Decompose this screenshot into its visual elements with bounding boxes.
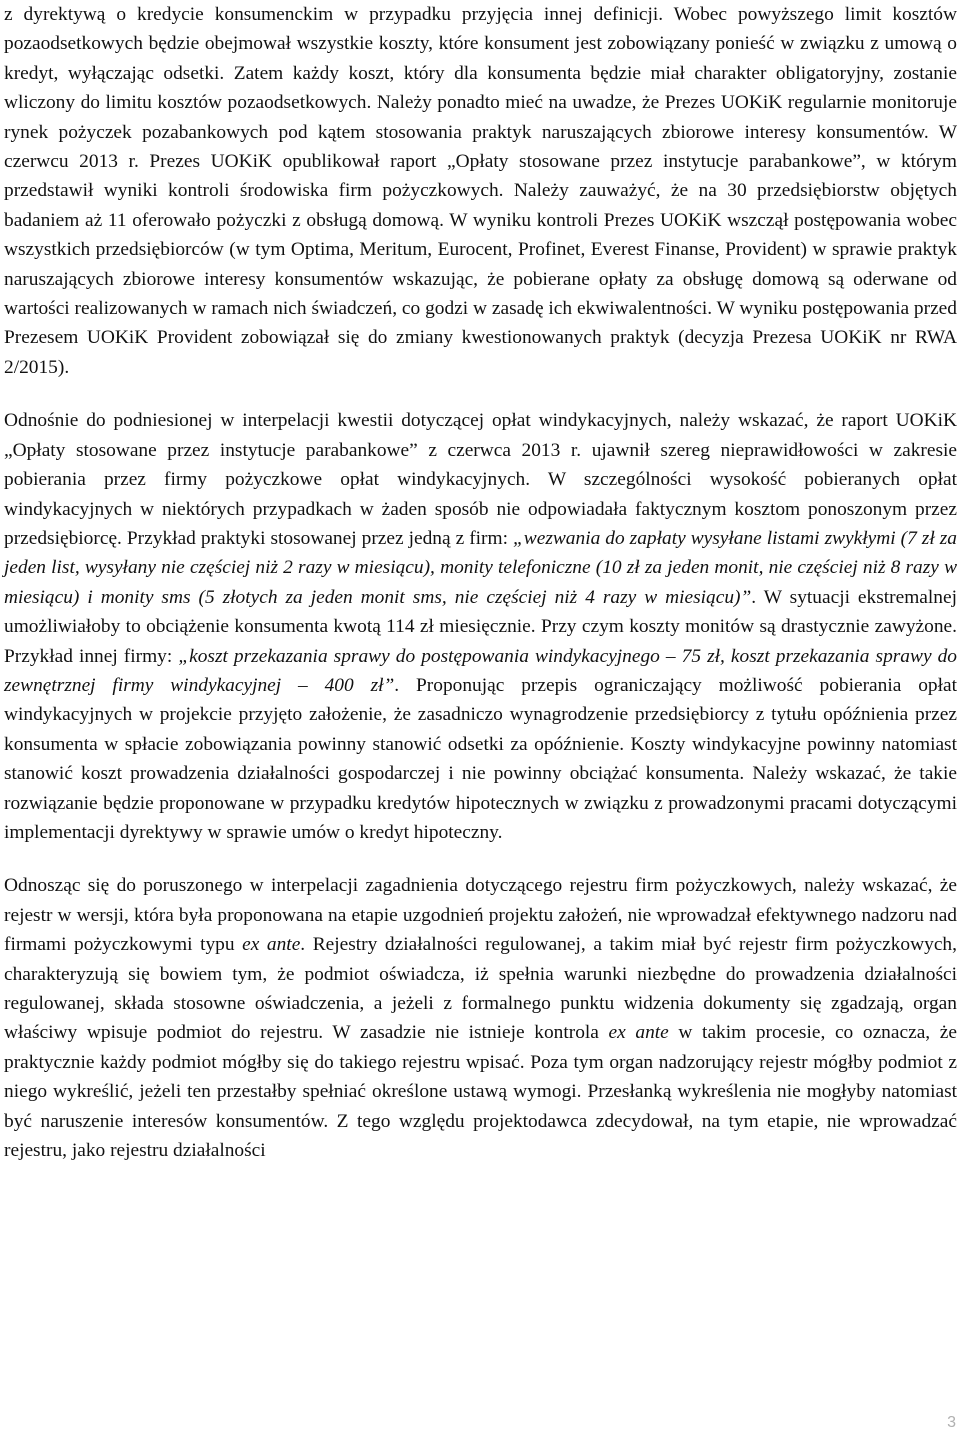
document-body [4,0,957,1165]
quoted-example-text: „wezwania do zapłaty wysyłane listami zwykłymi (7 zł za jeden list, wysyłany nie częściej niż 2 razy w miesiącu), monity telefoniczne (10 zł za jeden monit, nie częściej niż 8 razy w miesiącu) i monity sms (5 złotych za jeden monit sms, nie częściej niż 4 razy w miesiącu)” [4,527,957,608]
paragraph-collection-fees [4,406,957,847]
paragraph-text: . W sytuacji ekstremalnej umożliwiałoby to obciążenie konsumenta kwotą 114 zł miesięcznie. Przy czym koszty monitów są drastycznie zawyżone. Przykład innej firmy: [4,586,957,667]
paragraph-loan-firms-register [4,871,957,1165]
page-number: 3 [947,1414,956,1431]
paragraph-text: w takim procesie, co oznacza, że praktycznie każdy podmiot mógłby się do takiego rejestru wpisać. Poza tym organ nadzorujący rejestr mógłby podmiot z niego wykreślić, jeżeli ten przestałby spełniać określone ustawą wymogi. Przesłanką wykreślenia nie mogłyby natomiast być naruszenie interesów konsumentów. Z tego względu projektodawca zdecydował, na tym etapie, nie wprowadzać rejestru, jako rejestru działalności [4,1022,958,1162]
paragraph-text: Odnośnie do podniesionej w interpelacji kwestii dotyczącej opłat windykacyjnych, należy wskazać, że raport UOKiK „Opłaty stosowane przez instytucje parabankowe” z czerwca 2013 r. ujawnił szereg nieprawidłowości w zakresie pobierania przez firmy pożyczkowe opłat windykacyjnych. W szczególności wysokość pobieranych opłat windykacyjnych w niektórych przypadkach w żaden sposób nie odpowiadała faktycznym kosztom ponoszonym przez przedsiębiorcę. Przykład praktyki stosowanej przez jedną z firm: [4,410,957,549]
quoted-example-text: „koszt przekazania sprawy do postępowania windykacyjnego – 75 zł, koszt przekazania sprawy do zewnętrznej firmy windykacyjnej – 400 zł” [4,645,957,696]
latin-term-text: ex ante [608,1022,669,1044]
paragraph-text: z dyrektywą o kredycie konsumenckim w przypadku przyjęcia innej definicji. Wobec powyższego limit kosztów pozaodsetkowych będzie obejmował wszystkie koszty, które konsument jest zobowiązany ponieść w związku z umową o kredyt, wyłączając odsetki. Zatem każdy koszt, który dla konsumenta będzie miał charakter obligatoryjny, zostanie wliczony do limitu kosztów pozaodsetkowych. Należy ponadto mieć na uwadze, że Prezes UOKiK regularnie monitoruje rynek pożyczek pozabankowych pod kątem stosowania praktyk naruszających zbiorowe interesy konsumentów. W czerwcu 2013 r. Prezes UOKiK opublikował raport „Opłaty stosowane przez instytucje parabankowe”, w którym przedstawił wyniki kontroli środowiska firm pożyczkowych. Należy zauważyć, że na 30 przedsiębiorstw objętych badaniem aż 11 oferowało pożyczki z obsługą domową. W wyniku kontroli Prezes UOKiK wszczął postępowania wobec wszystkich przedsiębiorców (w tym Optima, Meritum, Eurocent, Profinet, Everest Finanse, Provident) w sprawie praktyk naruszających zbiorowe interesy konsumentów wskazując, że pobierane opłaty za obsługę domową są oderwane od wartości realizowanych w ramach nich świadczeń, co godzi w zasadę ich ekwiwalentności. W wyniku postępowania przed Prezesem UOKiK Provident zobowiązał się do zmiany kwestionowanych praktyk (decyzja Prezesa UOKiK nr RWA 2/2015). [4,4,957,378]
paragraph-text: . Proponując przepis ograniczający możliwość pobierania opłat windykacyjnych w projekcie przyjęto założenie, że zasadniczo wynagrodzenie przedsiębiorcy z tytułu opóźnienia przez konsumenta w spłacie zobowiązania powinny stanowić odsetki za opóźnienie. Koszty windykacyjne powinny natomiast stanowić koszt prowadzenia działalności gospodarczej i nie powinny obciążać konsumenta. Należy wskazać, że takie rozwiązanie będzie proponowane w przypadku kredytów hipotecznych w związku z prowadzonymi pracami dotyczącymi implementacji dyrektywy w sprawie umów o kredyt hipoteczny. [4,674,957,843]
paragraph-text: . Rejestry działalności regulowanej, a takim miał być rejestr firm pożyczkowych, charakteryzują się bowiem tym, że podmiot oświadcza, iż spełnia warunki niezbędne do prowadzenia działalności regulowanej, składa stosowne oświadczenia, a jeżeli z formalnego punktu widzenia dokumenty się zgadzają, organ właściwy wpisuje podmiot do rejestru. W zasadzie nie istnieje kontrola [4,934,957,1044]
paragraph-consumer-credit-costs [4,0,957,382]
latin-term-text: ex ante [242,934,301,956]
paragraph-text: Odnosząc się do poruszonego w interpelacji zagadnienia dotyczącego rejestru firm pożyczkowych, należy wskazać, że rejestr w wersji, która była proponowana na etapie uzgodnień projektu założeń, nie wprowadzał efektywnego nadzoru nad firmami pożyczkowymi typu [4,875,957,956]
